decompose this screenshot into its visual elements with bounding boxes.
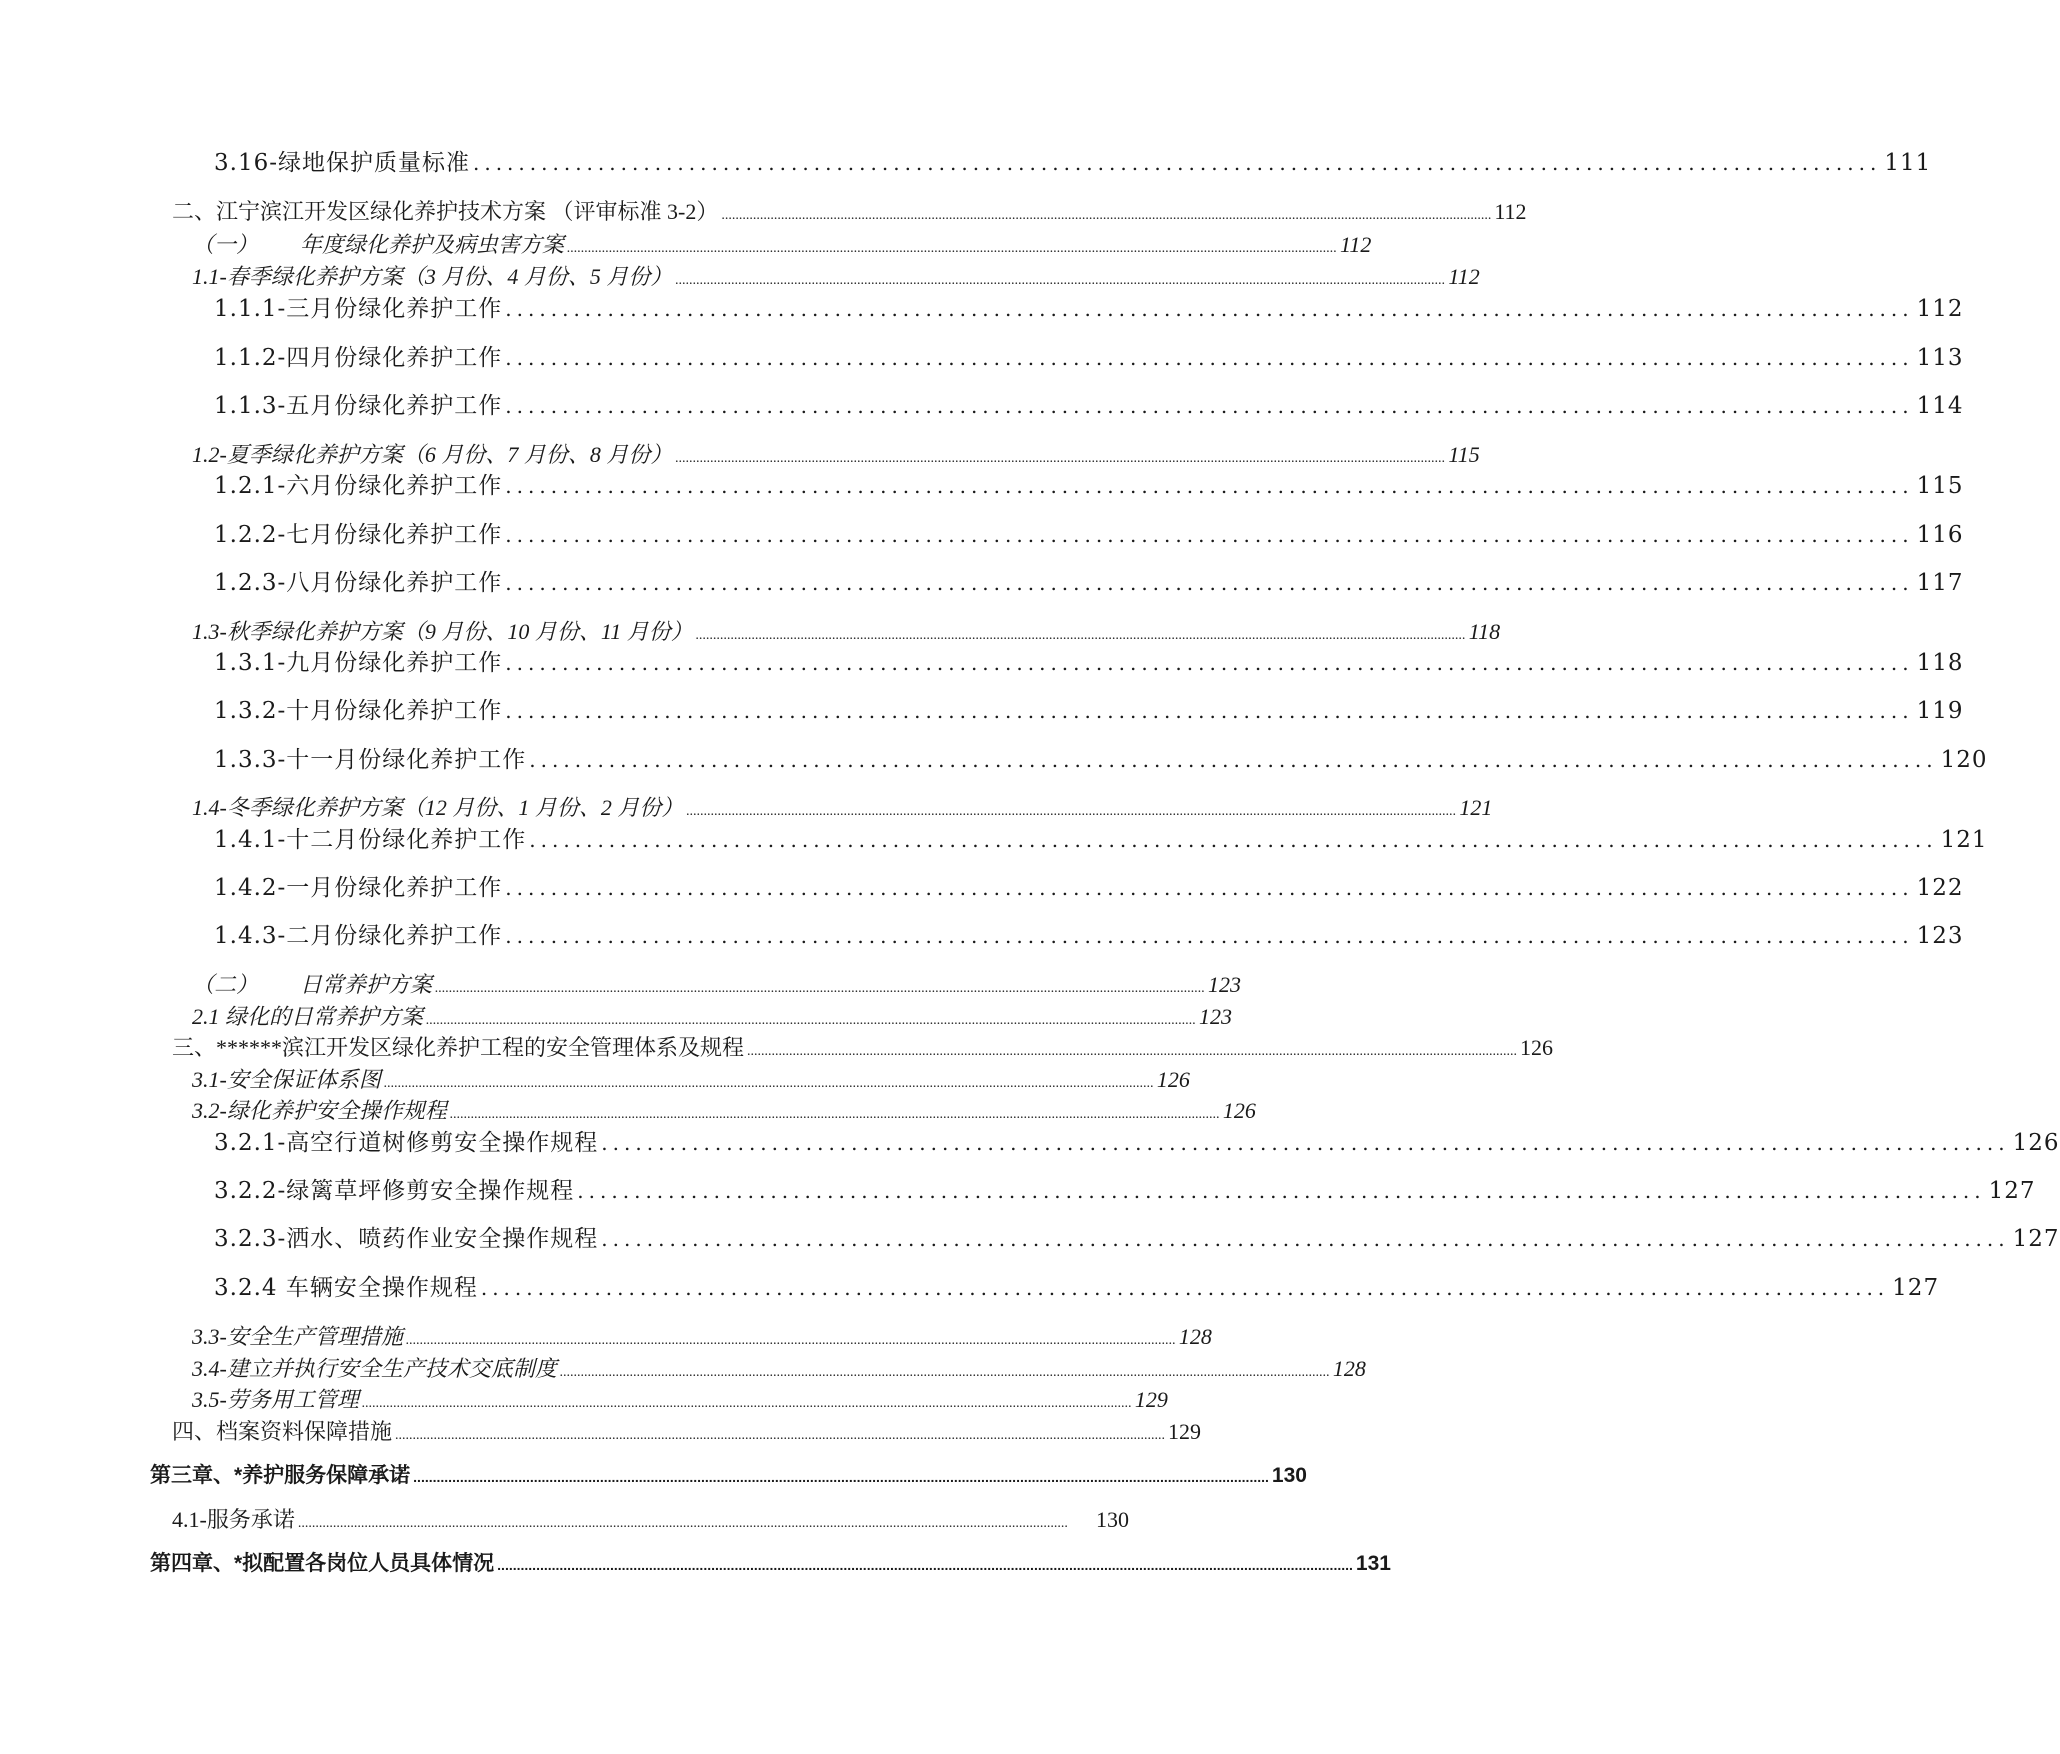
toc-leader: ............................................................................................................................................................................................................................ (675, 451, 1446, 466)
toc-entry-title: 3.2.1-高空行道树修剪安全操作规程 (214, 1130, 599, 1156)
toc-leader: ............................................................................................................................ (505, 876, 1914, 900)
toc-entry[interactable] (214, 1178, 2036, 1204)
toc-entry-page: 129 (1168, 1419, 1202, 1444)
toc-entry-page: 118 (1468, 619, 1501, 644)
toc-entry[interactable] (214, 393, 1964, 419)
toc-leader: ............................................................................................................................ (601, 1227, 2010, 1251)
toc-entry[interactable] (214, 345, 1964, 371)
toc-entry-page: 112 (1340, 232, 1372, 257)
toc-entry-title: 1.1.2-四月份绿化养护工作 (214, 345, 503, 371)
toc-entry[interactable] (214, 1275, 1940, 1301)
toc-entry-page: 121 (1459, 795, 1493, 820)
toc-leader: ............................................................................................................................................................................................................................ (383, 1076, 1154, 1091)
toc-entry-page: 130 (1271, 1464, 1307, 1487)
toc-entry-page: 127 (1892, 1275, 1940, 1301)
toc-entry-page: 126 (1222, 1098, 1256, 1123)
toc-entry[interactable] (214, 698, 1964, 724)
toc-entry-title: 3.2.3-洒水、喷药作业安全操作规程 (214, 1226, 599, 1252)
toc-entry-title: 1.2.3-八月份绿化养护工作 (214, 570, 503, 596)
toc-entry-title: 1.4-冬季绿化养护方案（12 月份、1 月份、2 月份） (192, 795, 684, 820)
toc-entry[interactable] (192, 1356, 1366, 1381)
toc-entry-title: 3.2.4 车辆安全操作规程 (214, 1275, 478, 1301)
toc-leader: ............................................................................................................................................................................................................................ (497, 1557, 1353, 1573)
toc-leader: ............................................................................................................................ (505, 394, 1914, 418)
toc-entry-title: 1.3-秋季绿化养护方案（9 月份、10 月份、11 月份） (192, 619, 693, 644)
toc-entry-title: 3.1-安全保证体系图 (192, 1067, 381, 1092)
toc-entry-title: 1.1-春季绿化养护方案（3 月份、4 月份、5 月份） (192, 264, 673, 289)
toc-entry-title: 1.2.2-七月份绿化养护工作 (214, 522, 503, 548)
toc-leader: ............................................................................................................................ (505, 699, 1914, 723)
toc-entry[interactable] (214, 923, 1964, 949)
toc-leader: ............................................................................................................................ (505, 924, 1914, 948)
toc-entry[interactable] (192, 1387, 1168, 1412)
toc-entry-page: 114 (1916, 393, 1964, 419)
toc-entry[interactable] (192, 264, 1480, 289)
toc-leader: ............................................................................................................................................................................................................................ (413, 1469, 1269, 1485)
toc-leader: ............................................................................................................................ (577, 1179, 1986, 1203)
toc-leader: ............................................................................................................................................................................................................................ (695, 628, 1466, 643)
toc-leader: ............................................................................................................................................................................................................................ (405, 1333, 1176, 1348)
toc-entry-page: 118 (1916, 650, 1964, 676)
toc-entry-page: 126 (2012, 1130, 2060, 1156)
toc-entry-page: 116 (1916, 522, 1964, 548)
toc-entry-page: 119 (1916, 698, 1964, 724)
toc-entry[interactable] (214, 747, 1988, 773)
toc-entry-title: 1.3.3-十一月份绿化养护工作 (214, 747, 527, 773)
toc-leader: ............................................................................................................................ (505, 571, 1914, 595)
toc-entry-page: 130 (1096, 1507, 1129, 1532)
toc-entry-title: 第四章、*拟配置各岗位人员具体情况 (150, 1552, 495, 1575)
toc-entry-title: 四、档案资料保障措施 (172, 1419, 393, 1444)
toc-entry-title: 3.5-劳务用工管理 (192, 1387, 359, 1412)
toc-entry-page: 128 (1178, 1324, 1212, 1349)
toc-leader: ............................................................................................................................ (505, 474, 1914, 498)
toc-entry-title: 1.2.1-六月份绿化养护工作 (214, 473, 503, 499)
toc-entry-page: 112 (1494, 199, 1527, 224)
toc-entry[interactable] (214, 650, 1964, 676)
toc-leader: ............................................................................................................................ (505, 523, 1914, 547)
toc-entry-page: 126 (1520, 1035, 1554, 1060)
toc-leader: ............................................................................................................................ (505, 346, 1914, 370)
toc-leader: ............................................................................................................................................................................................................................ (675, 273, 1446, 288)
toc-entry-title: 1.4.2-一月份绿化养护工作 (214, 875, 503, 901)
toc-entry[interactable] (214, 473, 1964, 499)
toc-entry-title: 3.2.2-绿篱草坪修剪安全操作规程 (214, 1178, 575, 1204)
toc-entry-page: 111 (1884, 150, 1932, 176)
toc-entry-title: 3.2-绿化养护安全操作规程 (192, 1098, 447, 1123)
toc-leader: ............................................................................................................................................................................................................................ (686, 804, 1457, 819)
toc-entry[interactable] (192, 1067, 1190, 1092)
toc-entry-title: 第三章、*养护服务保障承诺 (150, 1464, 411, 1487)
toc-entry-page: 117 (1916, 570, 1964, 596)
toc-leader: ............................................................................................................................................................................................................................ (297, 1516, 1068, 1531)
toc-entry-title: 1.4.3-二月份绿化养护工作 (214, 923, 503, 949)
toc-leader: ............................................................................................................................................................................................................................ (435, 981, 1206, 996)
toc-entry-title: 1.1.3-五月份绿化养护工作 (214, 393, 503, 419)
toc-entry[interactable] (214, 875, 1964, 901)
toc-leader: ............................................................................................................................................................................................................................ (361, 1396, 1132, 1411)
toc-entry[interactable] (192, 1324, 1212, 1349)
toc-leader: ............................................................................................................................................................................................................................ (449, 1107, 1220, 1122)
toc-leader: ............................................................................................................................................................................................................................ (567, 241, 1338, 256)
toc-entry-title: （一） 年度绿化养护及病虫害方案 (192, 232, 565, 257)
toc-entry-page: 129 (1134, 1387, 1168, 1412)
toc-entry-page: 131 (1355, 1552, 1391, 1575)
toc-entry-title: 二、江宁滨江开发区绿化养护技术方案 （评审标准 3-2） (172, 199, 719, 224)
toc-entry-page: 112 (1916, 296, 1964, 322)
toc-entry[interactable] (172, 1035, 1554, 1060)
toc-entry-page: 126 (1156, 1067, 1190, 1092)
toc-entry[interactable] (214, 296, 1964, 322)
toc-entry-page: 123 (1199, 1004, 1233, 1029)
toc-leader: ............................................................................................................................ (529, 828, 1938, 852)
toc-entry-title: 三、******滨江开发区绿化养护工程的安全管理体系及规程 (172, 1035, 745, 1060)
toc-entry-page: 112 (1448, 264, 1480, 289)
toc-entry[interactable] (192, 232, 1372, 257)
toc-entry-page: 115 (1916, 473, 1964, 499)
toc-leader: ............................................................................................................................ (472, 151, 1882, 175)
toc-leader: ............................................................................................................................................................................................................................ (721, 208, 1492, 223)
toc-leader: ............................................................................................................................ (601, 1131, 2010, 1155)
toc-entry[interactable] (214, 1226, 2060, 1252)
toc-entry[interactable] (192, 1098, 1256, 1123)
toc-entry[interactable] (214, 827, 1988, 853)
toc-entry-page: 128 (1332, 1356, 1366, 1381)
toc-entry[interactable] (172, 1419, 1202, 1444)
toc-leader: ............................................................................................................................................................................................................................ (426, 1013, 1197, 1028)
toc-leader: ............................................................................................................................................................................................................................ (559, 1365, 1330, 1380)
toc-entry-page: 122 (1916, 875, 1964, 901)
toc-entry[interactable] (192, 795, 1493, 820)
toc-entry-page: 120 (1940, 747, 1988, 773)
toc-leader: ............................................................................................................................ (480, 1276, 1890, 1300)
toc-entry-title: 1.3.1-九月份绿化养护工作 (214, 650, 503, 676)
toc-entry[interactable] (214, 522, 1964, 548)
toc-entry[interactable] (214, 150, 1932, 176)
toc-entry-page: 127 (2012, 1226, 2060, 1252)
toc-entry-title: （二） 日常养护方案 (192, 972, 433, 997)
toc-entry[interactable] (150, 1552, 1391, 1575)
toc-entry-title: 4.1-服务承诺 (172, 1507, 295, 1532)
toc-entry-title: 1.4.1-十二月份绿化养护工作 (214, 827, 527, 853)
toc-entry[interactable] (172, 199, 1527, 224)
toc-leader: ............................................................................................................................................................................................................................ (395, 1428, 1166, 1443)
toc-entry[interactable] (192, 619, 1501, 644)
toc-leader: ............................................................................................................................ (529, 748, 1938, 772)
toc-entry-title: 1.2-夏季绿化养护方案（6 月份、7 月份、8 月份） (192, 442, 673, 467)
toc-entry-page: 123 (1916, 923, 1964, 949)
toc-entry-title: 3.3-安全生产管理措施 (192, 1324, 403, 1349)
toc-entry-title: 3.16-绿地保护质量标准 (214, 150, 470, 176)
toc-entry-page: 123 (1208, 972, 1242, 997)
toc-entry[interactable] (192, 442, 1480, 467)
toc-leader: ............................................................................................................................ (505, 651, 1914, 675)
toc-entry[interactable] (192, 972, 1242, 997)
toc-entry-page: 115 (1448, 442, 1480, 467)
toc-entry-title: 3.4-建立并执行安全生产技术交底制度 (192, 1356, 557, 1381)
toc-entry[interactable] (214, 1130, 2060, 1156)
toc-leader: ............................................................................................................................ (505, 297, 1914, 321)
toc-entry[interactable] (172, 1509, 1129, 1531)
toc-leader: ............................................................................................................................................................................................................................ (747, 1044, 1518, 1059)
toc-entry-page: 121 (1940, 827, 1988, 853)
toc-entry-title: 2.1 绿化的日常养护方案 (192, 1004, 424, 1029)
toc-entry[interactable] (150, 1464, 1307, 1487)
toc-entry-page: 113 (1916, 345, 1964, 371)
toc-entry[interactable] (214, 570, 1964, 596)
toc-entry-title: 1.3.2-十月份绿化养护工作 (214, 698, 503, 724)
toc-entry-page: 127 (1988, 1178, 2036, 1204)
toc-entry[interactable] (192, 1004, 1233, 1029)
toc-entry-title: 1.1.1-三月份绿化养护工作 (214, 296, 503, 322)
